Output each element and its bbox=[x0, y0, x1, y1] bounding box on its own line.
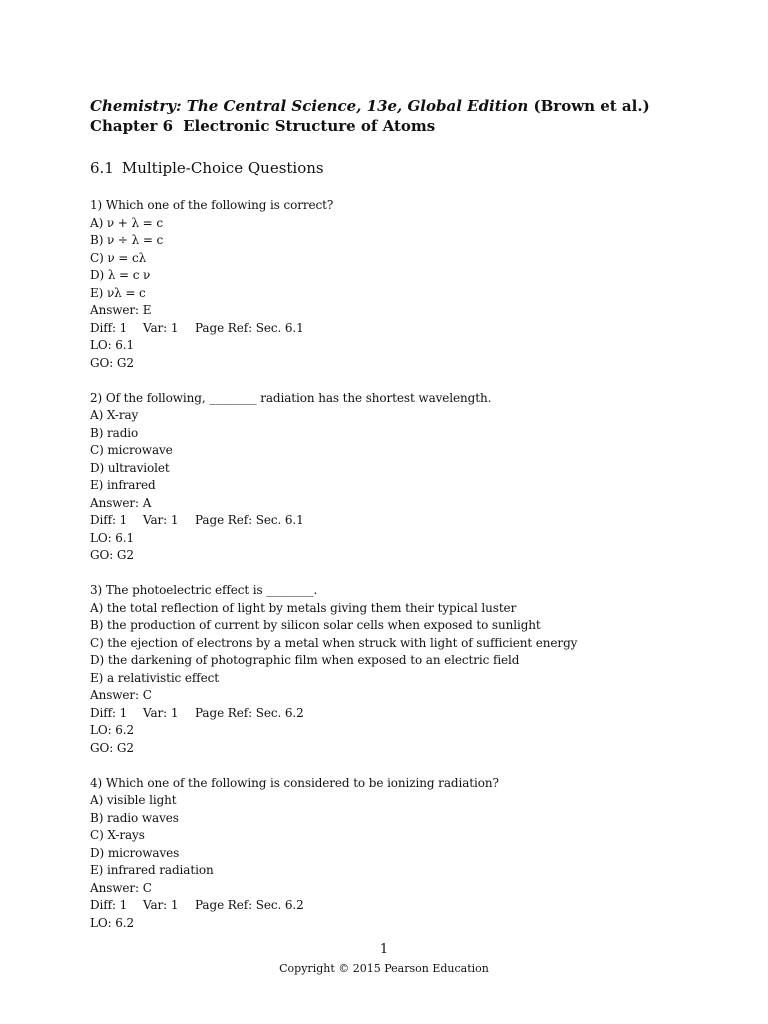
answer-key: Answer: C bbox=[90, 688, 152, 702]
page-reference: Page Ref: Sec. 6.2 bbox=[195, 705, 304, 720]
answer-key: Answer: C bbox=[90, 880, 152, 895]
variant: Var: 1 bbox=[143, 320, 179, 335]
page-reference: Page Ref: Sec. 6.2 bbox=[195, 898, 304, 912]
answer-choice: B) the production of current by silicon solar cells when exposed to sunlight bbox=[90, 618, 541, 632]
answer-choice: C) ν = cλ bbox=[90, 250, 147, 265]
question-stem: 1) Which one of the following is correct? bbox=[90, 198, 334, 212]
question-block bbox=[90, 390, 730, 565]
answer-choice: A) ν + λ = c bbox=[90, 215, 163, 230]
answer-choice: C) the ejection of electrons by a metal when struck with light of sufficient energy bbox=[90, 635, 578, 650]
answer-choice: B) ν ÷ λ = c bbox=[90, 233, 164, 247]
page-reference: Page Ref: Sec. 6.1 bbox=[195, 513, 304, 527]
learning-objective: LO: 6.2 bbox=[90, 723, 135, 737]
book-authors: (Brown et al.) bbox=[528, 97, 650, 115]
book-title bbox=[90, 96, 730, 116]
answer-choice: E) infrared radiation bbox=[90, 863, 214, 877]
variant: Var: 1 bbox=[143, 898, 179, 912]
answer-choice: A) visible light bbox=[90, 793, 177, 807]
answer-choice: E) infrared bbox=[90, 478, 156, 492]
question-stem: 4) Which one of the following is considered to be ionizing radiation? bbox=[90, 775, 499, 790]
answer-key: Answer: A bbox=[90, 495, 152, 510]
answer-choice: D) microwaves bbox=[90, 845, 180, 860]
learning-objective: LO: 6.2 bbox=[90, 915, 135, 930]
copyright-notice: Copyright © 2015 Pearson Education bbox=[279, 962, 489, 975]
question-metadata bbox=[90, 897, 730, 915]
section-title bbox=[90, 158, 730, 178]
chapter-name: Electronic Structure of Atoms bbox=[183, 117, 436, 135]
section-name: Multiple-Choice Questions bbox=[121, 159, 324, 177]
answer-choice: C) microwave bbox=[90, 443, 173, 457]
answer-choice: D) ultraviolet bbox=[90, 460, 170, 475]
question-metadata bbox=[90, 320, 730, 338]
general-outcome: GO: G2 bbox=[90, 740, 134, 755]
general-outcome: GO: G2 bbox=[90, 355, 134, 370]
question-metadata bbox=[90, 512, 730, 530]
book-title-italic: Chemistry: The Central Science, 13e, Global Edition bbox=[90, 97, 529, 115]
question-block bbox=[90, 197, 730, 372]
difficulty: Diff: 1 bbox=[90, 898, 128, 912]
question-block bbox=[90, 582, 730, 757]
variant: Var: 1 bbox=[143, 705, 179, 720]
learning-objective: LO: 6.1 bbox=[90, 530, 135, 545]
variant: Var: 1 bbox=[143, 513, 179, 527]
general-outcome: GO: G2 bbox=[90, 548, 134, 562]
section-number: 6.1 bbox=[90, 159, 114, 177]
learning-objective: LO: 6.1 bbox=[90, 338, 135, 352]
answer-choice: E) a relativistic effect bbox=[90, 670, 219, 685]
question-stem: 3) The photoelectric effect is ________. bbox=[90, 583, 318, 597]
answer-key: Answer: E bbox=[90, 303, 152, 317]
document-page bbox=[90, 96, 730, 950]
question-block bbox=[90, 775, 730, 933]
answer-choice: A) the total reflection of light by metals giving them their typical luster bbox=[90, 600, 517, 615]
chapter-number: Chapter 6 bbox=[90, 117, 174, 135]
answer-choice: D) the darkening of photographic film when exposed to an electric field bbox=[90, 653, 520, 667]
answer-choice: B) radio waves bbox=[90, 810, 179, 825]
page-number: 1 bbox=[379, 942, 389, 957]
question-metadata bbox=[90, 705, 730, 723]
difficulty: Diff: 1 bbox=[90, 705, 128, 720]
difficulty: Diff: 1 bbox=[90, 513, 128, 527]
answer-choice: A) X-ray bbox=[90, 408, 139, 422]
chapter-title bbox=[90, 116, 730, 136]
answer-choice: E) νλ = c bbox=[90, 285, 146, 300]
page-reference: Page Ref: Sec. 6.1 bbox=[195, 320, 304, 335]
answer-choice: D) λ = c ν bbox=[90, 268, 151, 282]
difficulty: Diff: 1 bbox=[90, 320, 128, 335]
question-stem: 2) Of the following, ________ radiation has the shortest wavelength. bbox=[90, 390, 492, 405]
question-list bbox=[90, 197, 730, 932]
answer-choice: B) radio bbox=[90, 425, 139, 440]
answer-choice: C) X-rays bbox=[90, 828, 145, 842]
